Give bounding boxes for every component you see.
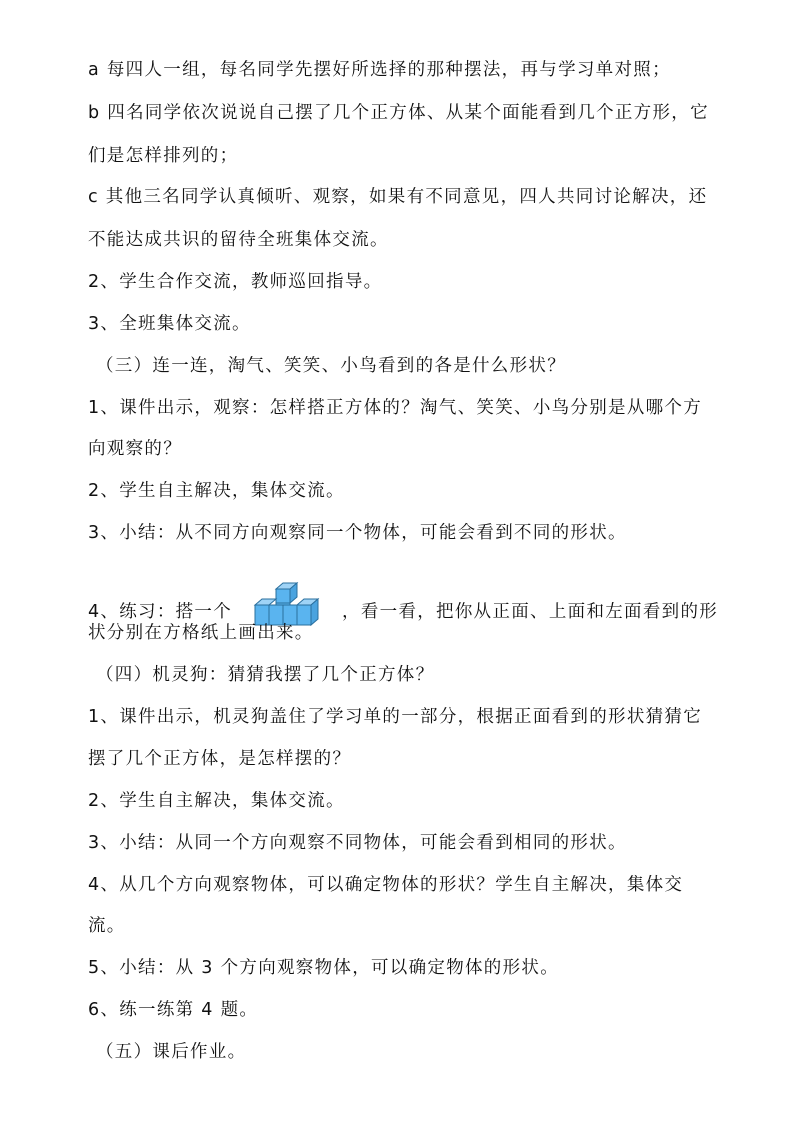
text-line: 1、课件出示，观察：怎样搭正方体的？淘气、笑笑、小鸟分别是从哪个方 xyxy=(88,398,703,418)
text-line: 6、练一练第 4 题。 xyxy=(88,1000,259,1020)
text-line: 3、全班集体交流。 xyxy=(88,314,251,334)
text-line: b 四名同学依次说说自己摆了几个正方体、从某个面能看到几个正方形，它 xyxy=(88,103,709,123)
text-line: 向观察的？ xyxy=(88,439,182,459)
section-heading: （三）连一连，淘气、笑笑、小鸟看到的各是什么形状？ xyxy=(96,356,566,376)
text-segment: ，看一看，把你从正面、上面和左面看到的形 xyxy=(342,602,719,622)
text-line: 不能达成共识的留待全班集体交流。 xyxy=(88,230,389,250)
text-line: 5、小结：从 3 个方向观察物体，可以确定物体的形状。 xyxy=(88,958,559,978)
text-line: 3、小结：从不同方向观察同一个物体，可能会看到不同的形状。 xyxy=(88,523,627,543)
text-line: 2、学生合作交流，教师巡回指导。 xyxy=(88,272,383,292)
text-line: 状分别在方格纸上画出来。 xyxy=(88,623,314,643)
text-line: 流。 xyxy=(88,916,126,936)
text-line: 3、小结：从同一个方向观察不同物体，可能会看到相同的形状。 xyxy=(88,833,627,853)
text-line: 2、学生自主解决，集体交流。 xyxy=(88,481,345,501)
section-heading: （五）课后作业。 xyxy=(96,1042,247,1062)
text-line: a 每四人一组，每名同学先摆好所选择的那种摆法，再与学习单对照； xyxy=(88,60,671,80)
text-line: 摆了几个正方体，是怎样摆的？ xyxy=(88,749,352,769)
text-line: 们是怎样排列的； xyxy=(88,146,239,166)
text-segment: 4、练习：搭一个 xyxy=(88,602,233,622)
text-line: c 其他三名同学认真倾听、观察，如果有不同意见，四人共同讨论解决，还 xyxy=(88,187,708,207)
section-heading: （四）机灵狗：猜猜我摆了几个正方体？ xyxy=(96,665,435,685)
text-line: 1、课件出示，机灵狗盖住了学习单的一部分，根据正面看到的形状猜猜它 xyxy=(88,707,703,727)
text-line: 2、学生自主解决，集体交流。 xyxy=(88,791,345,811)
text-line: 4、从几个方向观察物体，可以确定物体的形状？学生自主解决，集体交 xyxy=(88,875,684,895)
